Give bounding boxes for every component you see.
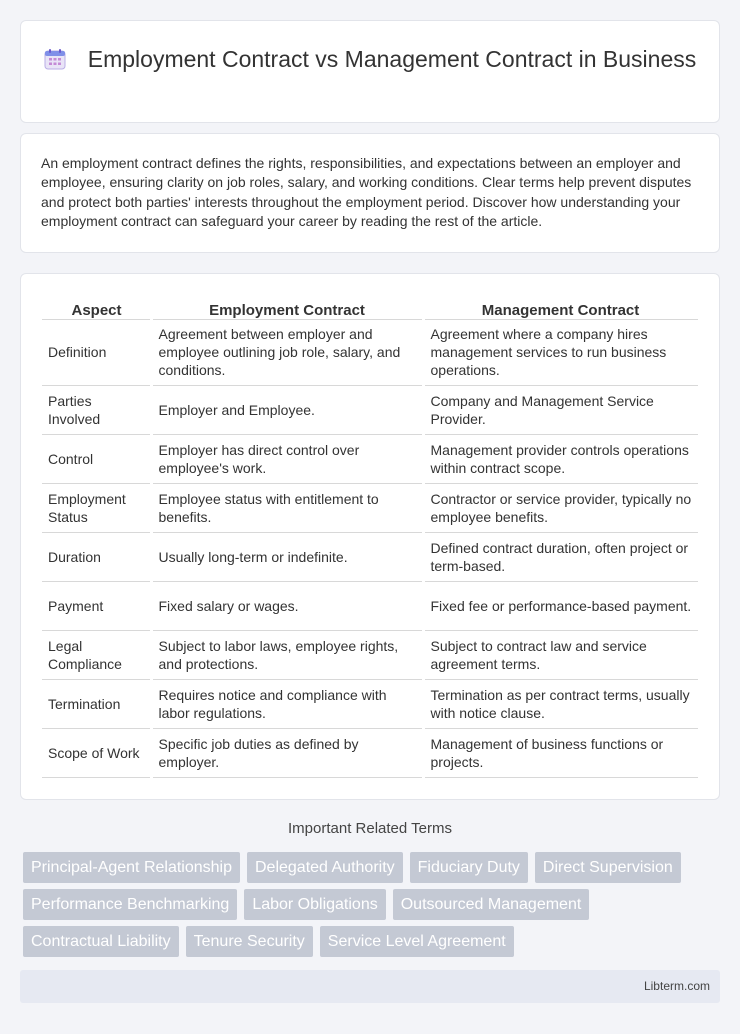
employment-cell: Subject to labor laws, employee rights, and protections. — [151, 630, 423, 679]
related-terms-title: Important Related Terms — [288, 820, 452, 837]
table-row — [42, 679, 698, 728]
aspect-cell: Duration — [48, 548, 101, 565]
table-row — [42, 728, 698, 777]
table-row — [42, 434, 698, 483]
aspect-cell: Termination — [48, 695, 121, 712]
management-cell: Management of business functions or projects. — [423, 728, 698, 777]
aspect-cell: Legal Compliance — [48, 637, 122, 672]
header-management-contract: Management Contract — [481, 301, 640, 319]
page-title-text: Employment Contract vs Management Contract in Business — [87, 46, 697, 72]
tag-principal-agent-relationship[interactable]: Principal-Agent Relationship — [23, 852, 240, 883]
employment-cell: Specific job duties as defined by employer. — [151, 728, 423, 777]
comparison-card — [20, 273, 720, 800]
employment-cell: Employer has direct control over employee's work. — [151, 434, 423, 483]
header-aspect: Aspect — [71, 301, 122, 319]
employment-cell: Requires notice and compliance with labor regulations. — [151, 679, 423, 728]
table-row — [42, 630, 698, 679]
employment-cell: Agreement between employer and employee outlining job role, salary, and conditions. — [151, 319, 423, 385]
table-row — [42, 581, 698, 630]
management-cell: Fixed fee or performance-based payment. — [423, 581, 698, 630]
intro-card — [20, 133, 720, 253]
table-row — [42, 483, 698, 532]
page-title — [21, 45, 719, 74]
footer-site-link[interactable]: Libterm.com — [643, 979, 710, 993]
tag-service-level-agreement[interactable]: Service Level Agreement — [320, 926, 514, 957]
management-cell: Termination as per contract terms, usually with notice clause. — [423, 679, 698, 728]
management-cell: Subject to contract law and service agreement terms. — [423, 630, 698, 679]
management-cell: Company and Management Service Provider. — [423, 385, 698, 434]
employment-cell: Fixed salary or wages. — [151, 581, 423, 630]
tag-row — [23, 852, 723, 883]
table-row — [42, 319, 698, 385]
tag-direct-supervision[interactable]: Direct Supervision — [535, 852, 681, 883]
tag-fiduciary-duty[interactable]: Fiduciary Duty — [410, 852, 528, 883]
intro-paragraph: An employment contract defines the rights, responsibilities, and expectations between an employer and employee, ensuring clarity on job roles, salary, and working conditions. Clear terms help prevent disputes and protect both parties' interests throughout the employment period. Discover how understanding your employment contract can safeguard your career by reading the rest of the article. — [41, 155, 692, 229]
tag-row — [23, 926, 723, 957]
calendar-icon — [44, 48, 66, 70]
employment-cell: Employee status with entitlement to benefits. — [151, 483, 423, 532]
table-row — [42, 385, 698, 434]
aspect-cell: Parties Involved — [48, 392, 101, 427]
aspect-cell: Employment Status — [48, 490, 126, 525]
header-employment-contract: Employment Contract — [209, 301, 365, 319]
tag-delegated-authority[interactable]: Delegated Authority — [247, 852, 403, 883]
tag-performance-benchmarking[interactable]: Performance Benchmarking — [23, 889, 237, 920]
table-row — [42, 532, 698, 581]
title-card — [20, 20, 720, 123]
management-cell: Management provider controls operations within contract scope. — [423, 434, 698, 483]
aspect-cell: Payment — [48, 597, 104, 614]
aspect-cell: Definition — [48, 344, 107, 360]
employment-cell: Usually long-term or indefinite. — [151, 532, 423, 581]
employment-cell: Employer and Employee. — [151, 385, 423, 434]
tag-contractual-liability[interactable]: Contractual Liability — [23, 926, 179, 957]
management-cell: Defined contract duration, often project or term-based. — [423, 532, 698, 581]
management-cell: Agreement where a company hires management services to run business operations. — [423, 319, 698, 385]
tag-outsourced-management[interactable]: Outsourced Management — [393, 889, 590, 920]
tag-row — [23, 889, 723, 920]
related-terms-tags — [23, 852, 723, 963]
aspect-cell: Scope of Work — [48, 744, 140, 761]
tag-labor-obligations[interactable]: Labor Obligations — [244, 889, 385, 920]
comparison-table — [42, 296, 698, 778]
footer — [20, 970, 720, 1003]
table-header-row — [42, 296, 698, 319]
management-cell: Contractor or service provider, typically no employee benefits. — [423, 483, 698, 532]
aspect-cell: Control — [48, 450, 94, 467]
tag-tenure-security[interactable]: Tenure Security — [186, 926, 313, 957]
